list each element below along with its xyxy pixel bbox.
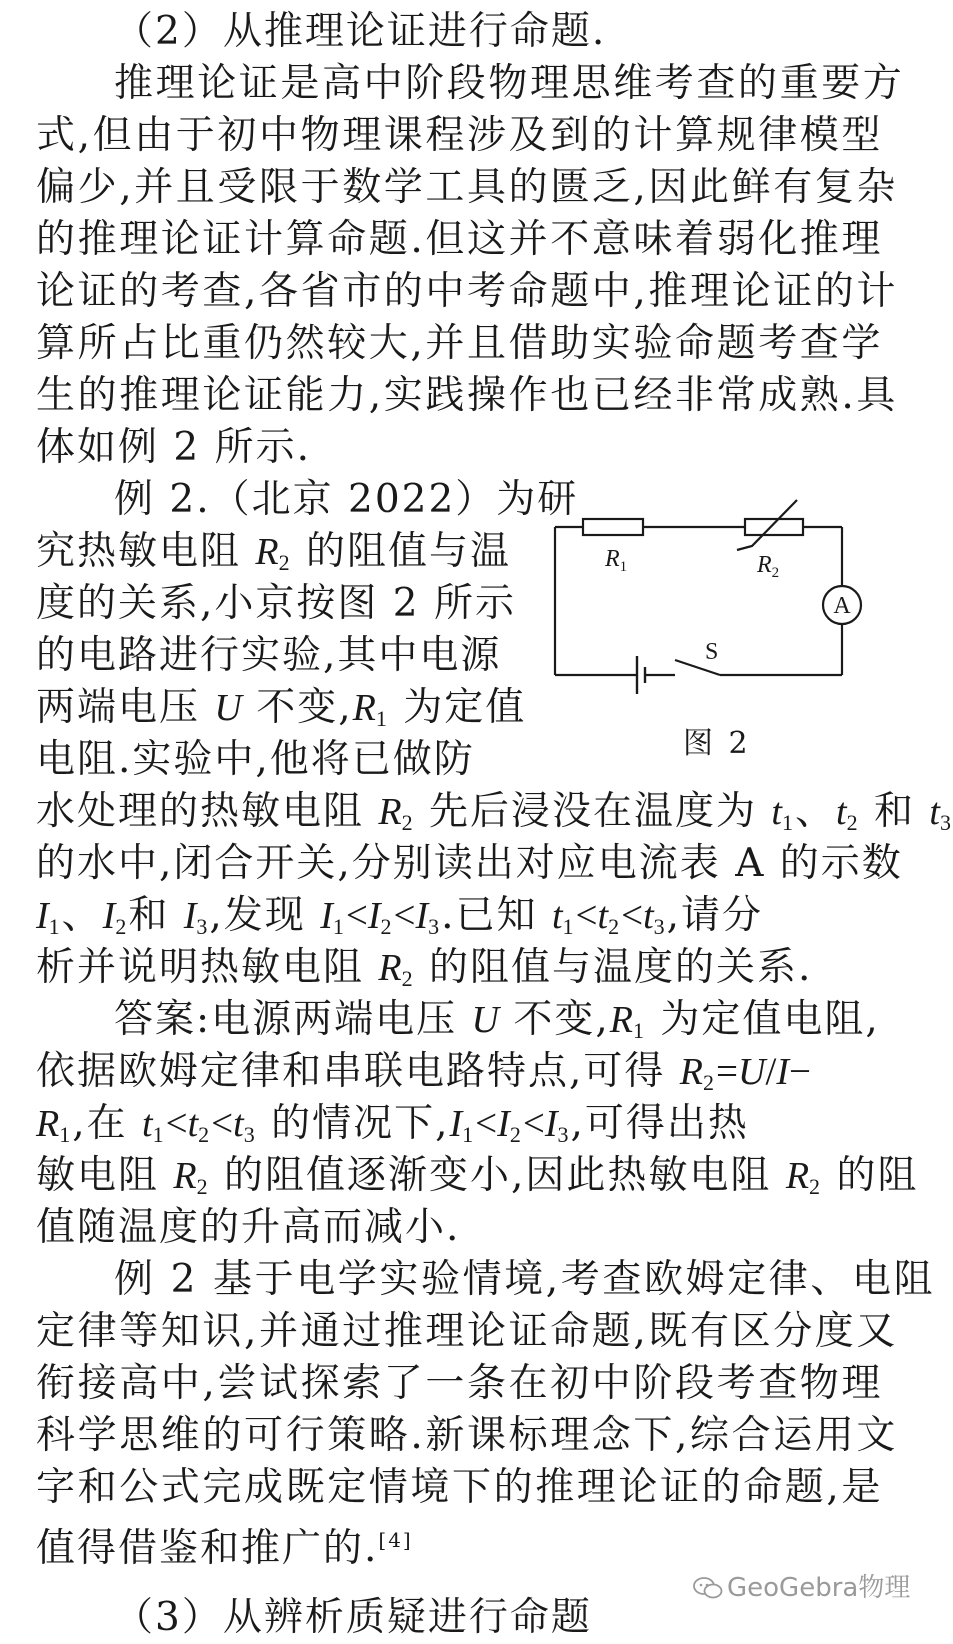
thermistor-r2 — [745, 519, 803, 535]
paragraph-line: 定律等知识,并通过推理论证命题,既有区分度又 — [36, 1309, 898, 1354]
example-line: 度的关系,小京按图 2 所示 — [36, 581, 517, 626]
example-line: 析并说明热敏电阻 $R_2$ 的阻值与温度的关系. — [36, 945, 813, 991]
citation: [4] — [378, 1528, 413, 1552]
example-line: 水处理的热敏电阻 $R_2$ 先后浸没在温度为 $t_1$、$t_2$ 和 $t_3$ — [36, 789, 953, 835]
paragraph-line: 例 2 基于电学实验情境,考查欧姆定律、电阻 — [114, 1257, 936, 1302]
example-line: $I_1$、$I_2$和 $I_3$,发现 $I_1<I_2<I_3$.已知 $t_1<t_2<t_3$,请分 — [36, 893, 764, 939]
paragraph-line: 推理论证是高中阶段物理思维考查的重要方 — [114, 61, 905, 106]
resistor-r1 — [583, 519, 643, 535]
answer-line: 值随温度的升高而减小. — [36, 1205, 461, 1250]
label-r1: $R_1$ — [605, 546, 628, 575]
answer-line: 答案:电源两端电压 U 不变$,R_1$ 为定值电阻, — [114, 997, 880, 1043]
label-r2: $R_2$ — [757, 552, 780, 581]
ammeter-label: A — [833, 593, 851, 619]
example-line: 究热敏电阻 $R_2$ 的阻值与温 — [36, 529, 512, 575]
example-line: 的水中,闭合开关,分别读出对应电流表 A 的示数 — [36, 841, 903, 886]
answer-line: 依据欧姆定律和串联电路特点,可得 $R_2=U/I-$ — [36, 1049, 811, 1095]
example-title: 例 2.（北京 2022）为研 — [114, 477, 579, 522]
paragraph-line: 论证的考查,各省市的中考命题中,推理论证的计 — [36, 269, 898, 314]
paragraph-line: 式,但由于初中物理课程涉及到的计算规律模型 — [36, 113, 883, 158]
switch-label: S — [705, 639, 719, 665]
section-heading: （2）从推理论证进行命题. — [114, 9, 607, 54]
paragraph-line: 的推理论证计算命题.但这并不意味着弱化推理 — [36, 217, 883, 262]
example-line: 电阻.实验中,他将已做防 — [36, 737, 475, 782]
answer-line: 敏电阻 $R_2$ 的阻值逐渐变小,因此热敏电阻 $R_2$ 的阻 — [36, 1153, 919, 1199]
paragraph-line: 科学思维的可行策略.新课标理念下,综合运用文 — [36, 1413, 898, 1458]
paragraph-line: 体如例 2 所示. — [36, 425, 312, 470]
paragraph-line: 偏少,并且受限于数学工具的匮乏,因此鲜有复杂 — [36, 165, 898, 210]
paragraph-line: 值得借鉴和推广的.[4] — [36, 1526, 413, 1571]
watermark: GeoGebra物理 — [693, 1567, 910, 1604]
paragraph-line: 字和公式完成既定情境下的推理论证的命题,是 — [36, 1465, 883, 1510]
example-line: 两端电压 U 不变$,R_1$ 为定值 — [36, 685, 527, 731]
answer-line: $R_1$,在 $t_1<t_2<t_3$ 的情况下$,I_1<I_2<I_3$,可得出热 — [36, 1101, 749, 1147]
circuit-diagram — [545, 490, 885, 700]
paragraph-line: 衔接高中,尝试探索了一条在初中阶段考查物理 — [36, 1361, 883, 1406]
paragraph-line: 算所占比重仍然较大,并且借助实验命题考查学 — [36, 321, 883, 366]
next-section-heading: （3）从辨析质疑进行命题 — [114, 1595, 592, 1640]
paragraph-line: 生的推理论证能力,实践操作也已经非常成熟.具 — [36, 373, 898, 418]
example-line: 的电路进行实验,其中电源 — [36, 633, 502, 678]
wechat-icon — [693, 1577, 723, 1599]
figure-caption: 图 2 — [683, 726, 751, 761]
